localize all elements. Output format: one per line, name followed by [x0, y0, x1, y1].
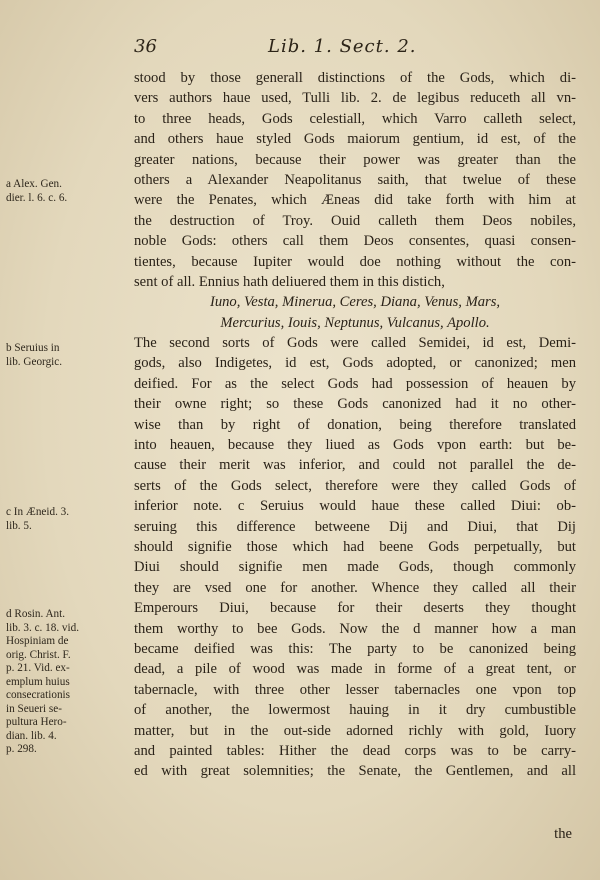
text-line: noble Gods: others call them Deos consentes, quasi consen- [134, 233, 576, 250]
text-line: Emperours Diui, because for their deserts they thought [134, 600, 576, 617]
running-head: Lib. 1. Sect. 2. [268, 36, 417, 57]
margin-note-line: dian. lib. 4. [6, 729, 57, 742]
verse-line: Iuno, Vesta, Minerua, Ceres, Diana, Venus, Mars, [209, 294, 501, 311]
margin-note-line: lib. 3. c. 18. vid. [6, 621, 80, 634]
margin-note-line: orig. Christ. F. [6, 648, 71, 661]
text-line: were the Penates, which Æneas did take forth with him at [134, 192, 576, 209]
margin-note-line: a Alex. Gen. [6, 178, 62, 190]
text-line: tientes, because Iupiter would doe nothing without the con- [134, 253, 576, 270]
page-number: 36 [134, 36, 157, 57]
margin-note-line: emplum huius [6, 675, 70, 688]
margin-note-line: lib. 5. [6, 519, 32, 532]
margin-note-line: p. 21. Vid. ex- [6, 662, 70, 674]
text-line: gods, also Indigetes, id est, Gods adopted, or canonized; men [134, 355, 576, 372]
text-line: serts of the Gods select, therefore were they called Gods of [134, 477, 576, 494]
verse-line: Mercurius, Iouis, Neptunus, Vulcanus, Apollo. [220, 314, 490, 331]
margin-note-line: pultura Hero- [6, 716, 67, 728]
text-line: dead, a pile of wood was made in forme of a great tent, or [134, 661, 576, 678]
text-line: and others haue styled Gods maiorum gentium, id est, of the [134, 131, 576, 148]
margin-note-d [6, 608, 126, 757]
text-line: stood by those generall distinctions of the Gods, which di- [134, 70, 576, 86]
margin-note-line: p. 298. [6, 743, 37, 755]
text-line: seruing this difference betweene Dij and Diui, that Dij [134, 518, 576, 535]
margin-note-line: c In Æneid. 3. [6, 506, 70, 518]
text-line: inferior note. c Seruius would haue these called Diui: ob- [134, 498, 576, 515]
text-line: the destruction of Troy. Ouid calleth them Deos nobiles, [134, 212, 576, 229]
text-line: Diui should signifie men made Gods, though commonly [134, 559, 576, 576]
text-line: their owne right; so these Gods canonized had it no other- [134, 396, 576, 413]
margin-note-line: Hospiniam de [6, 635, 69, 647]
text-line: of another, the lowermost hauing in it dry cumbustible [134, 702, 576, 719]
margin-note-line: consecrationis [6, 689, 70, 701]
catchword: the [554, 826, 572, 842]
margin-note-c [6, 506, 126, 533]
text-line: cause their merit was inferior, and could not parallel the de- [134, 457, 576, 474]
margin-note-b [6, 342, 126, 369]
text-line: became deified was this: The party to be canonized being [134, 640, 576, 657]
main-text-block [134, 68, 576, 782]
text-line: and painted tables: Hither the dead corps was to be carry- [134, 742, 576, 759]
margin-note-line: d Rosin. Ant. [6, 608, 66, 620]
text-line: others a Alexander Neapolitanus saith, that twelue of these [134, 171, 576, 188]
text-line: they are vsed one for another. Whence they called all their [134, 579, 576, 596]
text-line: into heauen, because they liued as Gods vpon earth: but be- [134, 437, 576, 454]
text-line: sent of all. Ennius hath deliuered them in this distich, [134, 273, 445, 290]
text-line: greater nations, because their power was greater than the [134, 151, 576, 168]
text-line: wise than by right of donation, being therefore translated [134, 416, 576, 433]
margin-note-line: dier. l. 6. c. 6. [6, 191, 68, 204]
margin-note-line: in Seueri se- [6, 702, 62, 715]
margin-note-line: lib. Georgic. [6, 355, 63, 368]
text-line: should signifie those which had beene Gods perpetually, but [134, 538, 576, 555]
margin-note-line: b Seruius in [6, 342, 60, 354]
text-line: to three heads, Gods celestiall, which Varro calleth select, [134, 110, 576, 127]
text-line: tabernacle, with three other lesser tabernacles one vpon top [134, 681, 576, 698]
text-line: them worthy to bee Gods. Now the d manner how a man [134, 620, 576, 637]
text-line: matter, but in the out-side adorned richly with gold, Iuory [134, 722, 576, 739]
text-line: vers authors haue used, Tulli lib. 2. de legibus reduceth all vn- [134, 90, 576, 107]
margin-note-a [6, 178, 126, 205]
text-line: The second sorts of Gods were called Semidei, id est, Demi- [134, 335, 576, 352]
page-header [134, 36, 574, 60]
text-line: ed with great solemnities; the Senate, the Gentlemen, and all [134, 763, 576, 780]
text-line: deified. For as the select Gods had possession of heauen by [134, 375, 576, 392]
